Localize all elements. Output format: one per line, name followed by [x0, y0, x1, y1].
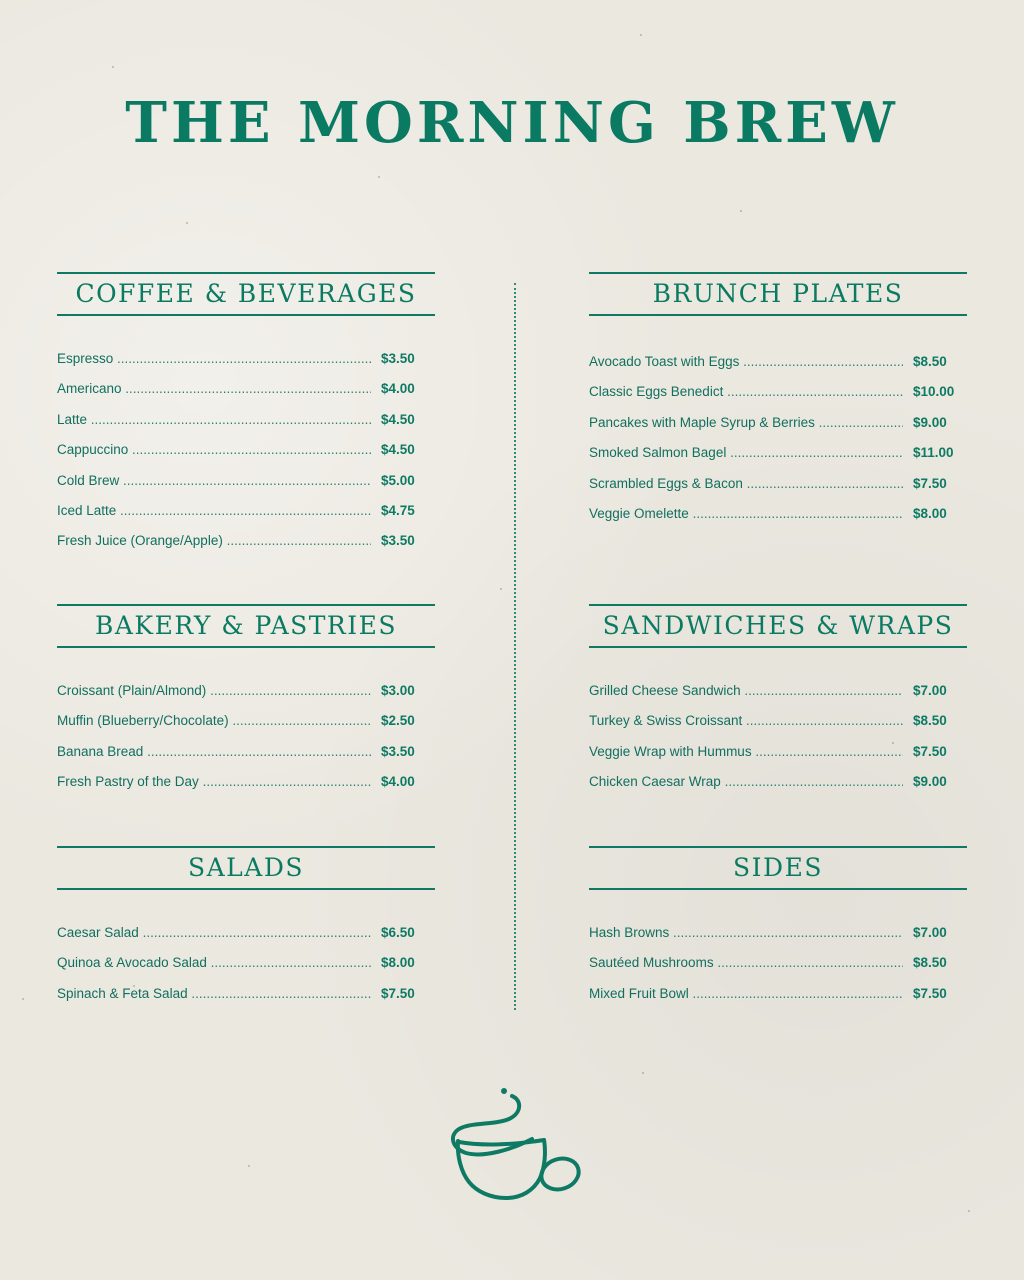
item-name: Cold Brew .....: [57, 466, 371, 496]
list-item: [589, 408, 967, 438]
section-heading: COFFEE & BEVERAGES: [57, 272, 435, 316]
list-item: [57, 405, 435, 435]
item-price: $10.00: [913, 384, 955, 400]
section-sides: [589, 846, 967, 1009]
item-price: $7.50: [913, 985, 947, 1001]
item-name: Iced Latte .....: [57, 496, 371, 526]
item-name: Latte .....: [57, 405, 371, 435]
list-item: [589, 377, 967, 407]
list-item: [57, 918, 435, 948]
item-name: Turkey & Swiss Croissant .....: [589, 706, 903, 736]
list-item: [57, 979, 435, 1009]
paper-speck: [500, 588, 502, 590]
list-item: [57, 466, 435, 496]
item-price: $2.50: [381, 713, 415, 729]
item-price: $8.00: [381, 955, 415, 971]
item-price: $7.50: [913, 475, 947, 491]
list-item: [57, 737, 435, 767]
item-name: Smoked Salmon Bagel .....: [589, 438, 903, 468]
item-name: Mixed Fruit Bowl .....: [589, 979, 903, 1009]
section-coffee: [57, 272, 435, 557]
item-name: Veggie Wrap with Hummus .....: [589, 737, 903, 767]
item-name: Pancakes with Maple Syrup & Berries .....: [589, 408, 903, 438]
coffee-cup-icon: [446, 1082, 586, 1202]
item-price: $3.50: [381, 351, 415, 366]
list-item: [589, 767, 967, 797]
item-name: Grilled Cheese Sandwich .....: [589, 676, 903, 706]
section-heading: SIDES: [589, 846, 967, 890]
list-item: [57, 374, 435, 404]
section-heading: SALADS: [57, 846, 435, 890]
item-price: $11.00: [913, 445, 954, 461]
item-name: Scrambled Eggs & Bacon .....: [589, 469, 903, 499]
item-price: $7.00: [913, 683, 947, 698]
item-name: Sautéed Mushrooms .....: [589, 948, 903, 978]
item-price: $5.00: [381, 472, 415, 488]
item-name: Espresso .....: [57, 344, 371, 374]
section-heading: BAKERY & PASTRIES: [57, 604, 435, 648]
paper-speck: [112, 66, 114, 68]
item-price: $7.00: [913, 925, 947, 940]
item-price: $9.00: [913, 414, 947, 430]
item-price: $8.00: [913, 505, 947, 521]
column-divider: [514, 283, 516, 1010]
list-item: [589, 948, 967, 978]
paper-speck: [740, 210, 742, 212]
item-price: $7.50: [381, 985, 415, 1001]
item-list: [57, 676, 435, 798]
item-list: [589, 676, 967, 798]
list-item: [57, 344, 435, 374]
item-list: [589, 347, 967, 529]
list-item: [57, 706, 435, 736]
item-list: [589, 918, 967, 1009]
list-item: [589, 347, 967, 377]
item-name: Muffin (Blueberry/Chocolate) .....: [57, 706, 371, 736]
menu-title: THE MORNING BREW: [125, 90, 899, 156]
list-item: [57, 948, 435, 978]
list-item: [589, 469, 967, 499]
section-bakery: [57, 604, 435, 798]
item-name: Spinach & Feta Salad .....: [57, 979, 371, 1009]
item-price: $4.75: [381, 502, 415, 518]
paper-speck: [22, 998, 24, 1000]
list-item: [57, 526, 435, 556]
paper-speck: [248, 1165, 250, 1167]
item-name: Banana Bread .....: [57, 737, 371, 767]
item-price: $3.50: [381, 743, 415, 759]
section-sandwiches: [589, 604, 967, 798]
list-item: [57, 435, 435, 465]
list-item: [589, 438, 967, 468]
item-name: Avocado Toast with Eggs .....: [589, 347, 903, 377]
list-item: [589, 676, 967, 706]
item-price: $4.00: [381, 774, 415, 790]
item-name: Quinoa & Avocado Salad .....: [57, 948, 371, 978]
list-item: [57, 767, 435, 797]
section-salads: [57, 846, 435, 1009]
item-price: $8.50: [913, 354, 947, 369]
list-item: [589, 918, 967, 948]
list-item: [589, 706, 967, 736]
paper-speck: [378, 176, 380, 178]
section-heading: SANDWICHES & WRAPS: [589, 604, 967, 648]
item-price: $3.00: [381, 683, 415, 698]
item-name: Caesar Salad .....: [57, 918, 371, 948]
paper-speck: [968, 1210, 970, 1212]
list-item: [589, 737, 967, 767]
item-name: Fresh Juice (Orange/Apple) .....: [57, 526, 371, 556]
section-heading: BRUNCH PLATES: [589, 272, 967, 316]
item-name: Classic Eggs Benedict .....: [589, 377, 903, 407]
list-item: [589, 979, 967, 1009]
item-price: $8.50: [913, 955, 947, 971]
item-name: Croissant (Plain/Almond) .....: [57, 676, 371, 706]
paper-speck: [640, 34, 642, 36]
item-price: $7.50: [913, 743, 947, 759]
item-name: Veggie Omelette .....: [589, 499, 903, 529]
item-name: Americano .....: [57, 374, 371, 404]
item-name: Fresh Pastry of the Day .....: [57, 767, 371, 797]
item-list: [57, 344, 435, 557]
item-price: $8.50: [913, 713, 947, 729]
section-brunch: [589, 272, 967, 529]
item-price: $4.50: [381, 411, 415, 427]
paper-speck: [186, 222, 188, 224]
item-name: Chicken Caesar Wrap .....: [589, 767, 903, 797]
item-price: $4.50: [381, 442, 415, 458]
item-list: [57, 918, 435, 1009]
item-name: Hash Browns .....: [589, 918, 903, 948]
item-price: $3.50: [381, 533, 415, 549]
list-item: [589, 499, 967, 529]
paper-speck: [642, 1072, 644, 1074]
item-price: $6.50: [381, 925, 415, 940]
item-price: $4.00: [381, 381, 415, 397]
item-price: $9.00: [913, 774, 947, 790]
item-name: Cappuccino .....: [57, 435, 371, 465]
list-item: [57, 676, 435, 706]
list-item: [57, 496, 435, 526]
